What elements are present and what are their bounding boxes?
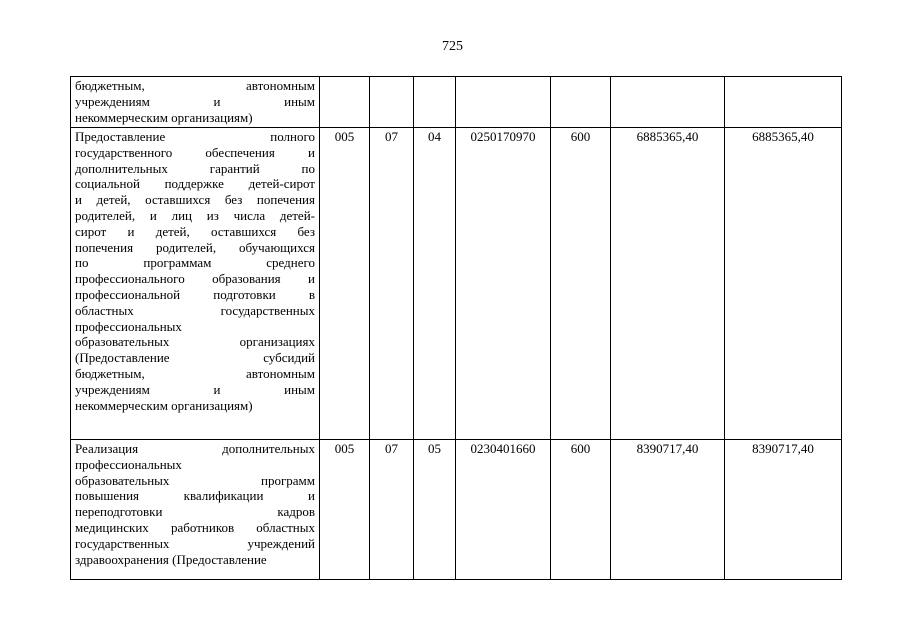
target-article-code: 0250170970 [456,128,551,440]
amount-2: 6885365,40 [725,128,842,440]
description-line: социальной поддержке детей-сирот [75,176,315,192]
description-line: государственных учреждений [75,535,315,551]
description-line: здравоохранения (Предоставление [75,551,267,567]
description-line: областных государственных [75,302,315,318]
amount-2: 8390717,40 [725,440,842,580]
subsection-code [414,77,456,128]
description-line: бюджетным, автономным [75,365,315,381]
subsection-code: 05 [414,440,456,580]
description-line: некоммерческим организациям) [75,397,253,413]
description-line: профессиональных [75,318,182,334]
expense-type-code: 600 [551,128,611,440]
table-row [71,128,842,440]
ministry-code: 005 [320,128,370,440]
subsection-code: 04 [414,128,456,440]
description-line: образовательных программ [75,472,315,488]
expense-type-code: 600 [551,440,611,580]
section-code: 07 [370,440,414,580]
description-line: медицинских работников областных [75,519,315,535]
section-code: 07 [370,128,414,440]
description-line: профессионального образования и [75,271,315,287]
description-line: Реализация дополнительных [75,441,315,456]
target-article-code [456,77,551,128]
description-line: по программам среднего [75,255,315,271]
description-line: профессиональных [75,456,182,472]
row-description [71,77,320,128]
description-line: переподготовки кадров [75,504,315,520]
ministry-code [320,77,370,128]
description-line: государственного обеспечения и [75,144,315,160]
table-body [71,77,842,580]
description-line: бюджетным, автономным [75,78,315,93]
description-line: профессиональной подготовки в [75,286,315,302]
table-row [71,440,842,580]
description-line: и детей, оставшихся без попечения [75,192,315,208]
expense-type-code [551,77,611,128]
page-number: 725 [442,39,463,54]
description-line: повышения квалификации и [75,488,315,504]
description-line: образовательных организациях [75,334,315,350]
description-line: попечения родителей, обучающихся [75,239,315,255]
amount-1: 8390717,40 [611,440,725,580]
description-line: (Предоставление субсидий [75,350,315,366]
description-line: сирот и детей, оставшихся без [75,223,315,239]
section-code [370,77,414,128]
description-line: учреждениям и иным [75,93,315,109]
row-description [71,440,320,580]
description-line: некоммерческим организациям) [75,109,253,125]
row-description [71,128,320,440]
description-line: дополнительных гарантий по [75,160,315,176]
table-row [71,77,842,128]
amount-1: 6885365,40 [611,128,725,440]
ministry-code: 005 [320,440,370,580]
amount-1 [611,77,725,128]
amount-2 [725,77,842,128]
description-line: учреждениям и иным [75,381,315,397]
budget-table [70,76,842,580]
description-line: родителей, и лиц из числа детей- [75,207,315,223]
target-article-code: 0230401660 [456,440,551,580]
description-line: Предоставление полного [75,129,315,144]
